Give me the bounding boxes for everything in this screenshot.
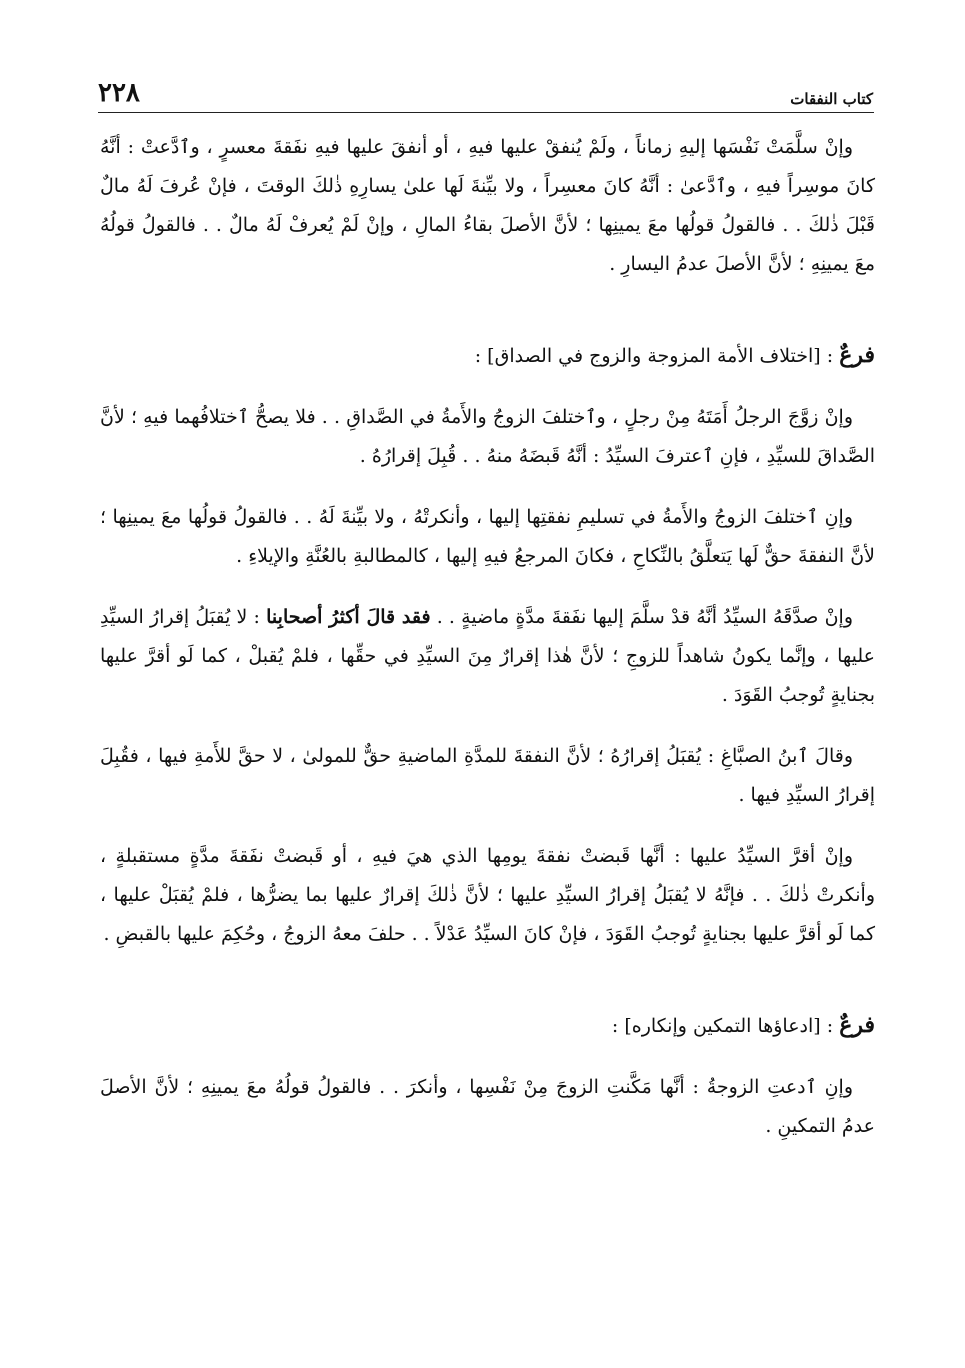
page-body — [100, 128, 875, 1168]
paragraph: وإنْ سلَّمَتْ نَفْسَها إليهِ زماناً ، ولَمْ يُنفقْ عليها فيهِ ، أو أنفقَ عليها فيهِ نفَقةَ معسرٍ ، وٱدَّعتْ : أنَّهُ كانَ موسِراً فيهِ ، وٱدَّعىٰ : أنَّهُ كانَ معسِراً ، ولا بيِّنةَ لَها علىٰ يسارِهِ ذٰلكَ الوقتَ ، فإنْ عُرفَ لَهُ مالٌ قَبْلَ ذٰلكَ . . فالقولُ قولُها معَ يمينِها ؛ لأنَّ الأصلَ بقاءُ المالِ ، وإنْ لَمْ يُعرفْ لَهُ مالٌ . . فالقولُ قولُهُ معَ يمينِهِ ؛ لأنَّ الأصلَ عدمُ اليسارِ . — [100, 136, 875, 275]
emphasis-text: فقد قالَ أكثرُ أصحابِنا — [266, 606, 431, 628]
heading-text: : [ادعاؤها التمكين وإنكاره] : — [611, 1015, 840, 1037]
section-heading — [100, 336, 875, 376]
heading-label: فرعٌ — [839, 342, 875, 368]
paragraph: وقالَ ٱبنُ الصبَّاغِ : يُقبَلُ إقرارُهُ ؛ لأنَّ النفقةَ للمدَّةِ الماضيةِ حقٌّ للمولىٰ ، لا حقَّ للأَمةِ فيها ، فقُبِلَ إقرارُ السيِّدِ فيها . — [100, 745, 875, 806]
heading-text: : [اختلاف الأمة المزوجة والزوج في الصداق] : — [474, 345, 840, 367]
paragraph: وإنْ أقرَّ السيِّدُ عليها : أنَّها قَبضتْ نفقةَ يومِها الذي هيَ فيهِ ، أو قَبضتْ نفَقةَ مدَّةٍ مستقبلةٍ ، وأنكرتْ ذٰلكَ . . فإنَّهُ لا يُقبَلُ إقرارُ السيِّدِ عليها ؛ لأنَّ ذٰلكَ إقرارٌ عليها بما يضرُّها ، فلمْ يُقبَلْ عليها ، كما لَو أقرَّ عليها بجنايةٍ تُوجبُ القَوَدَ ، فإنْ كانَ السيِّدُ عَدْلاً . . حلفَ معهُ الزوجُ ، وحُكِمَ عليها بالقبضِ . — [100, 845, 875, 945]
heading-label: فرعٌ — [839, 1012, 875, 1038]
paragraph-text: وإنْ صدَّقَهُ السيِّدُ أنَّهُ قدْ سلَّمَ إليها نفَقةَ مدَّةٍ ماضيةٍ . . — [430, 606, 853, 628]
page-number: ٢٢٨ — [98, 78, 140, 108]
page-header — [98, 78, 873, 108]
section-heading — [100, 1006, 875, 1046]
running-title: كتاب النفقات — [790, 90, 873, 108]
header-rule — [98, 112, 874, 113]
paragraph-text: : لا يُقبَلُ إقرارُ السيِّدِ عليها ، وإنَّما يكونُ شاهداً للزوجِ ؛ لأنَّ هٰذا إقرارٌ مِنَ السيِّدِ في حقِّها ، فلمْ يُقبلْ ، كما لَو أقرَّ عليها بجنايةٍ تُوجبُ القَوَدَ . — [100, 606, 875, 706]
paragraph — [100, 598, 875, 715]
paragraph: وإنْ زوَّجَ الرجلُ أَمَتَهُ مِنْ رجلٍ ، وٱختلفَ الزوجُ والأَمةُ في الصَّداقِ . . فلا يصحُّ ٱختلافُهما فيهِ ؛ لأنَّ الصَّداقَ للسيِّدِ ، فإنِ ٱعترفَ السيِّدُ : أنَّهُ قَبضَهُ منهُ . . قُبِلَ إقرارُهُ . — [100, 406, 875, 467]
paragraph: وإنِ ٱدعتِ الزوجةُ : أنَّها مَكَّنتِ الزوجَ مِنْ نَفْسِها ، وأنكرَ . . فالقولُ قولُهُ معَ يمينِهِ ؛ لأنَّ الأصلَ عدمُ التمكينِ . — [100, 1076, 875, 1137]
paragraph: وإنِ ٱختلفَ الزوجُ والأَمةُ في تسليمِ نفقتِها إليها ، وأنكرتْهُ ، ولا بيِّنةَ لَهُ . . فالقولُ قولُها معَ يمينِها ؛ لأنَّ النفقةَ حقٌّ لَها يَتعلَّقُ بالنِّكاحِ ، فكانَ المرجعُ فيهِ إليها ، كالمطالبةِ بالعُنَّةِ والإيلاءِ . — [100, 506, 875, 567]
